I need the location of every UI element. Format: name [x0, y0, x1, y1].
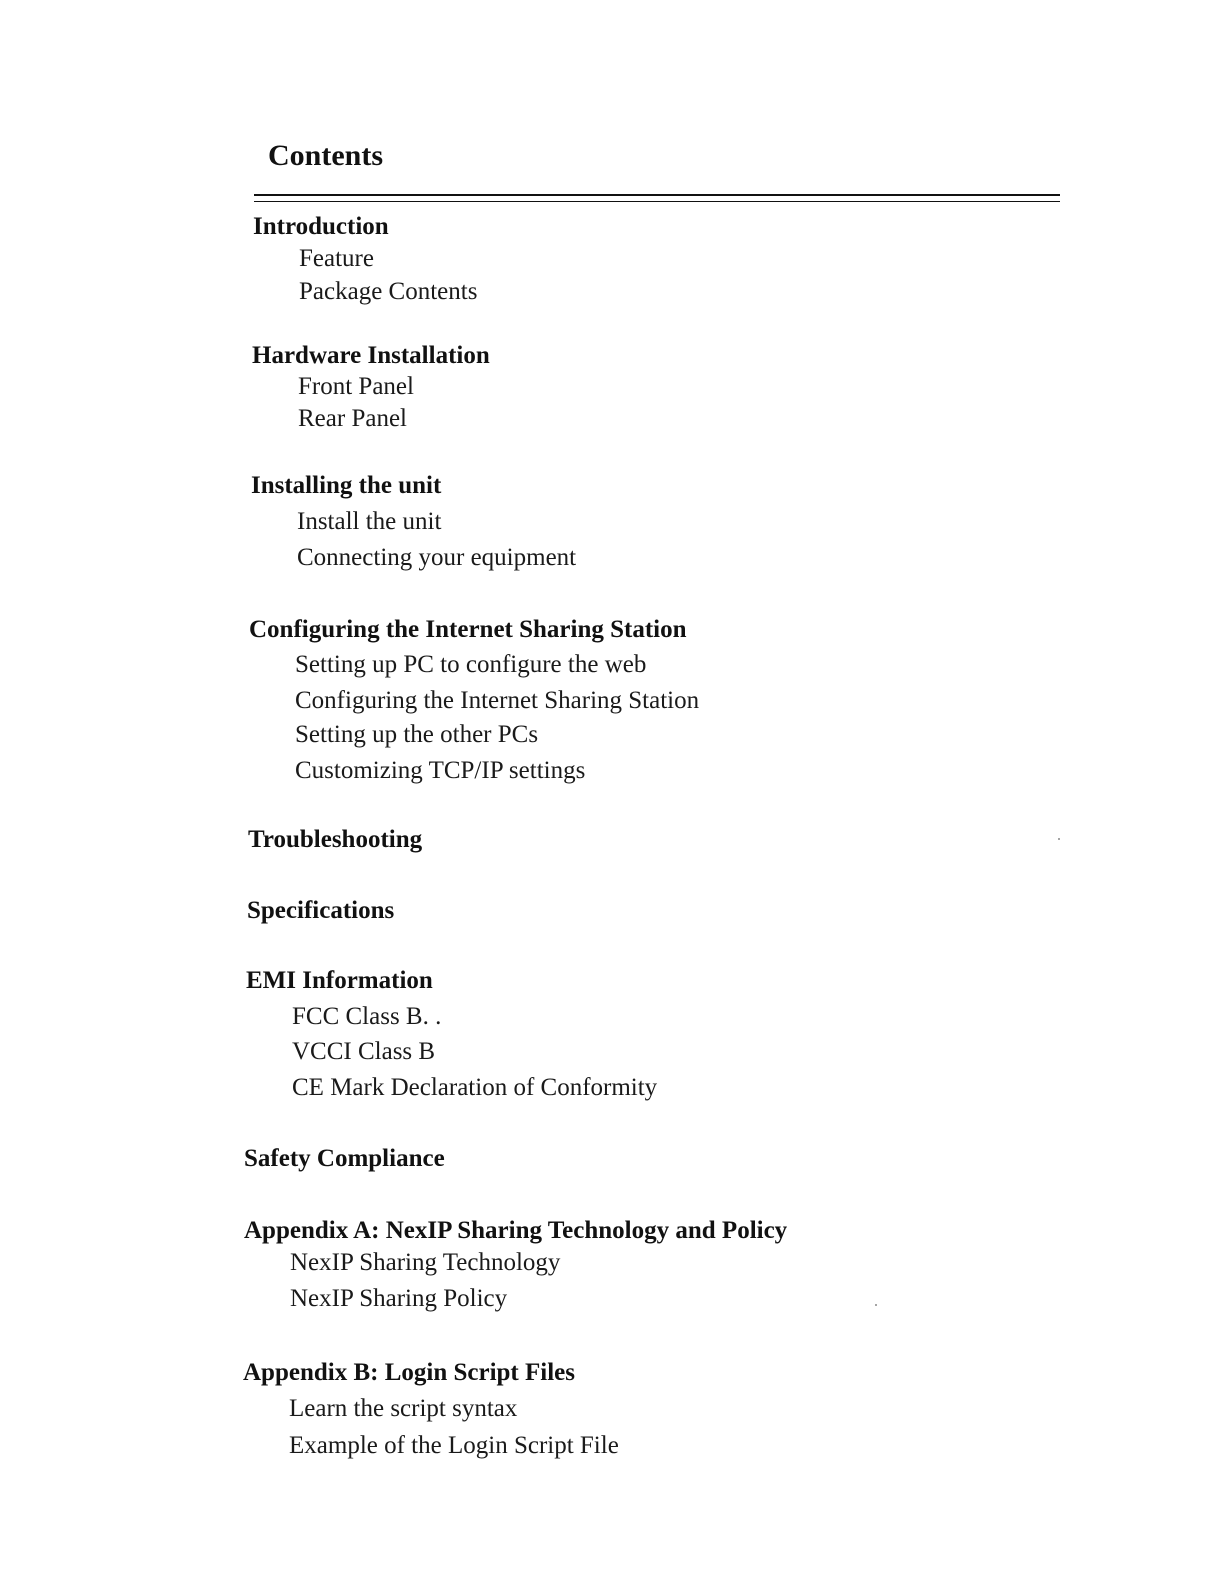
page-title: Contents — [268, 139, 384, 172]
toc-item-vcci-class-b[interactable]: VCCI Class B — [292, 1038, 436, 1065]
toc-heading-specifications[interactable]: Specifications — [247, 897, 395, 924]
toc-item-nexip-policy[interactable]: NexIP Sharing Policy — [290, 1285, 508, 1312]
toc-item-customizing-tcpip[interactable]: Customizing TCP/IP settings — [295, 757, 586, 784]
scan-speck — [1058, 838, 1060, 840]
toc-heading-hardware-installation[interactable]: Hardware Installation — [252, 342, 490, 369]
toc-heading-troubleshooting[interactable]: Troubleshooting — [248, 826, 423, 853]
toc-item-nexip-technology[interactable]: NexIP Sharing Technology — [290, 1249, 561, 1276]
toc-item-setting-up-other-pcs[interactable]: Setting up the other PCs — [295, 721, 539, 748]
toc-item-ce-mark[interactable]: CE Mark Declaration of Conformity — [292, 1074, 658, 1101]
toc-heading-installing-the-unit[interactable]: Installing the unit — [251, 472, 442, 499]
toc-heading-safety-compliance[interactable]: Safety Compliance — [244, 1145, 445, 1172]
toc-item-fcc-class-b[interactable]: FCC Class B. . — [292, 1003, 442, 1030]
toc-heading-introduction[interactable]: Introduction — [253, 213, 389, 240]
toc-item-rear-panel[interactable]: Rear Panel — [298, 405, 407, 432]
title-divider-thick — [254, 194, 1060, 196]
toc-item-install-the-unit[interactable]: Install the unit — [297, 508, 442, 535]
toc-item-connecting-your-equipment[interactable]: Connecting your equipment — [297, 544, 577, 571]
toc-item-setting-up-pc[interactable]: Setting up PC to configure the web — [295, 651, 647, 678]
toc-item-example-login-script[interactable]: Example of the Login Script File — [289, 1432, 619, 1459]
toc-item-feature[interactable]: Feature — [299, 245, 374, 272]
toc-item-front-panel[interactable]: Front Panel — [298, 373, 414, 400]
toc-heading-configuring-internet-sharing-station[interactable]: Configuring the Internet Sharing Station — [249, 616, 687, 643]
toc-heading-emi-information[interactable]: EMI Information — [246, 967, 433, 994]
toc-heading-appendix-b[interactable]: Appendix B: Login Script Files — [243, 1359, 575, 1386]
toc-heading-appendix-a[interactable]: Appendix A: NexIP Sharing Technology and Policy — [244, 1217, 788, 1244]
toc-item-package-contents[interactable]: Package Contents — [299, 278, 478, 305]
toc-item-learn-script-syntax[interactable]: Learn the script syntax — [289, 1395, 518, 1422]
toc-item-configuring-station[interactable]: Configuring the Internet Sharing Station — [295, 687, 700, 714]
title-divider-thin — [254, 201, 1060, 202]
scan-speck — [875, 1304, 877, 1306]
